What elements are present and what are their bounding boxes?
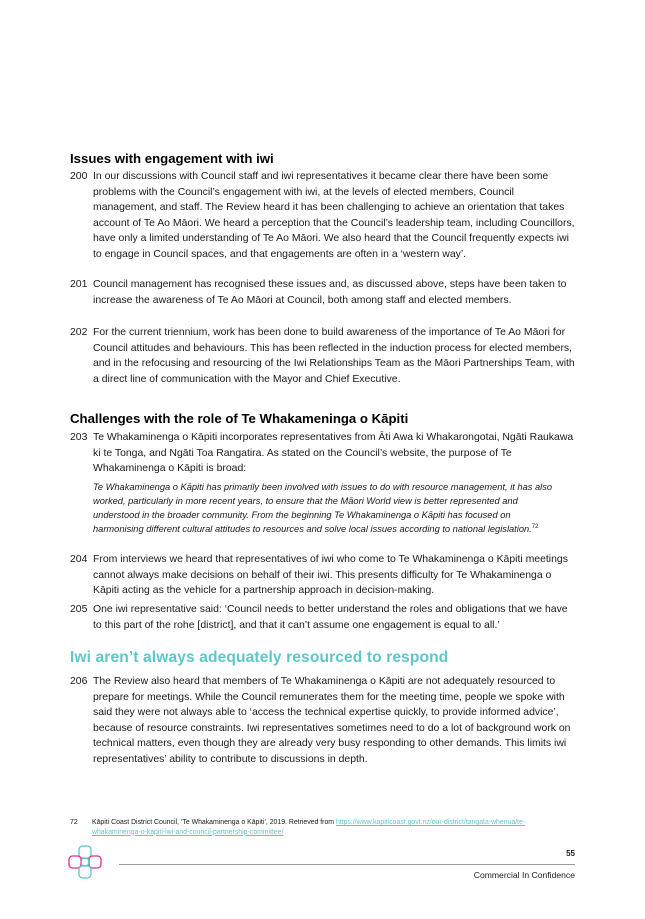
heading-issues-engagement: Issues with engagement with iwi xyxy=(70,151,274,166)
paragraph-number: 206 xyxy=(70,676,88,687)
paragraph-number: 200 xyxy=(70,171,88,182)
paragraph-206 xyxy=(70,674,575,767)
confidentiality-label: Commercial In Confidence xyxy=(473,870,575,880)
paragraph-204 xyxy=(70,552,575,599)
organisation-logo-icon xyxy=(68,845,102,879)
paragraph-text: One iwi representative said: ‘Council needs to better understand the roles and obligations that we have to this part of the rohe [district], and that it can’t assume one engagement is equal to all.’ xyxy=(93,604,568,631)
footer-divider xyxy=(119,864,575,865)
paragraph-text: From interviews we heard that representatives of iwi who come to Te Whakaminenga o Kāpiti meetings cannot always make decisions on behalf of their iwi. This presents difficulty for Te Whakaminenga o Kāpiti acting as the vehicle for a partnership approach in decision-making. xyxy=(93,554,568,596)
website-quote xyxy=(93,481,563,537)
paragraph-202 xyxy=(70,325,575,387)
paragraph-200 xyxy=(70,169,575,262)
heading-challenges-role: Challenges with the role of Te Whakameninga o Kāpiti xyxy=(70,411,409,426)
paragraph-203 xyxy=(70,430,575,477)
footnote-mark: 72 xyxy=(70,819,78,826)
paragraph-205 xyxy=(70,602,575,633)
footnote-link[interactable]: https://www.kapiticoast.govt.nz/our-district/tangata-whenua/te-whakaminenga-o-kapiti-iwi-and-council-partnership-committee/ xyxy=(92,819,526,836)
footnote-text: Kāpiti Coast District Council, ‘Te Whakaminenga o Kāpiti’, 2019. Retrieved from xyxy=(92,819,336,826)
paragraph-text: In our discussions with Council staff and iwi representatives it became clear there have been some problems with the Council’s engagement with iwi, at the levels of elected members, Council management, and staff. The Review heard it has been challenging to achieve an orientation that takes account of Te Ao Māori. We heard a perception that the Council’s leadership team, including Councillors, have only a limited understanding of Te Ao Māori. We also heard that the Council frequently expects iwi to engage in Council spaces, and that engagements are often in a ‘western way’. xyxy=(93,171,575,260)
paragraph-number: 203 xyxy=(70,432,88,443)
paragraph-text: The Review also heard that members of Te Whakaminenga o Kāpiti are not adequately resourced to prepare for meetings. While the Council remunerates them for the meeting time, people we spoke with said they were not always able to ‘access the technical expertise quickly, to provide informed advice’, because of resource constraints. Iwi representatives sometimes need to do a lot of background work on technical matters, even though they are already very busy responding to other demands. This limits iwi representatives’ ability to contribute to discussions in depth. xyxy=(93,676,571,765)
footnote-reference[interactable]: 72 xyxy=(531,523,539,530)
paragraph-201 xyxy=(70,277,575,308)
paragraph-text: Council management has recognised these issues and, as discussed above, steps have been taken to increase the awareness of Te Ao Māori at Council, both among staff and elected members. xyxy=(93,279,567,306)
footnote-72 xyxy=(70,818,560,837)
heading-iwi-resourcing: Iwi aren’t always adequately resourced to respond xyxy=(70,649,449,666)
paragraph-number: 204 xyxy=(70,554,88,565)
paragraph-text: For the current triennium, work has been done to build awareness of the importance of Te Ao Māori for Council attitudes and behaviours. This has been reflected in the induction process for elected members, and in the refocusing and resourcing of the Iwi Relationships Team as the Māori Partnerships Team, with a direct line of communication with the Mayor and Chief Executive. xyxy=(93,327,575,385)
paragraph-number: 202 xyxy=(70,327,88,338)
paragraph-number: 201 xyxy=(70,279,88,290)
paragraph-number: 205 xyxy=(70,604,88,615)
quote-text: Te Whakaminenga o Kāpiti has primarily been involved with issues to do with resource management, it has also worked, particularly in more recent years, to ensure that the Māori World view is better represented and understood in the broader community. From the beginning Te Whakaminenga o Kāpiti has focused on harmonising different cultural attitudes to resources and solve local issues according to national legislation. xyxy=(93,482,553,534)
paragraph-text: Te Whakaminenga o Kāpiti incorporates representatives from Āti Awa ki Whakarongotai, Ngāti Raukawa ki te Tonga, and Ngāti Toa Rangatira. As stated on the Council’s website, the purpose of Te Whakaminenga o Kāpiti is broad: xyxy=(93,432,574,474)
page-number: 55 xyxy=(566,849,575,858)
